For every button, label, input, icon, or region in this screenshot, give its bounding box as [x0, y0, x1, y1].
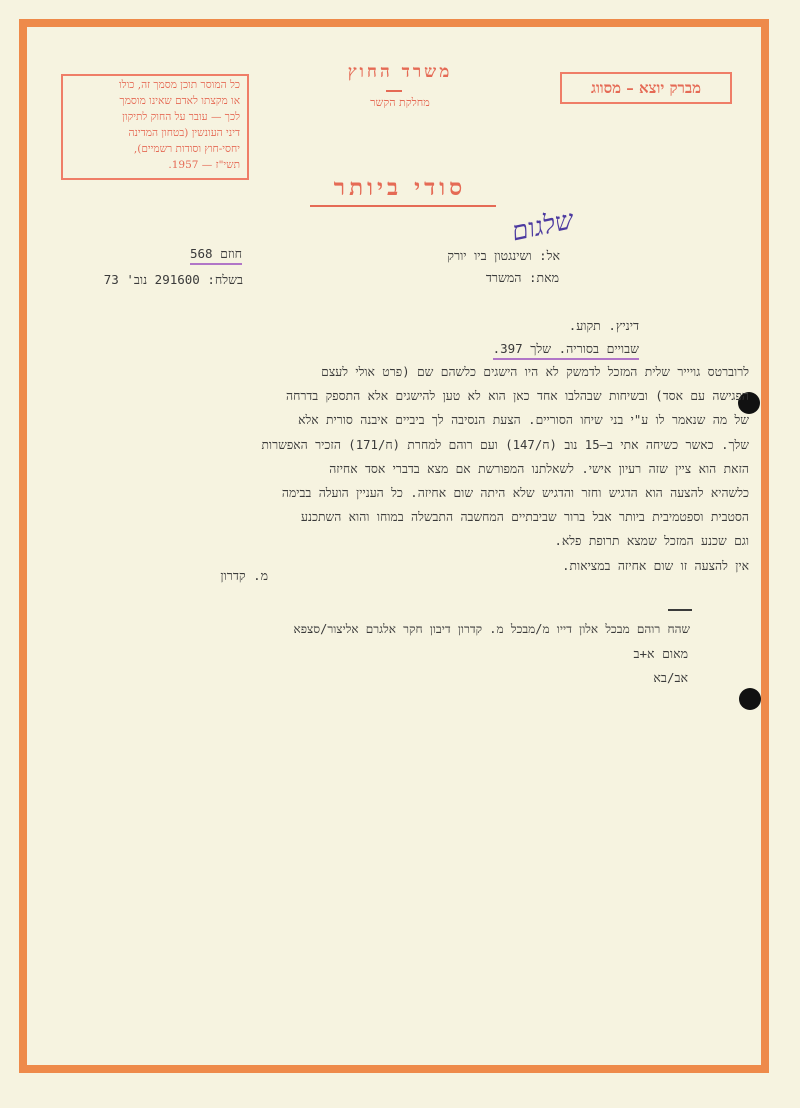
- ministry-title: משרד החוץ: [347, 62, 453, 82]
- typist-initials: אב/בא: [653, 670, 688, 685]
- distribution-divider: [668, 609, 692, 611]
- ministry-divider: [386, 90, 402, 92]
- legal-notice-box: כל המוסר תוכן מסמך זה, כולו או מקצתו לאדם שאינו מוסמך לכך — עובר על החוק לתיקון דיני העונשין (בטחון המדינה יחסי-חוץ וסודות רשמיים), תשי"ז — 1957.: [61, 74, 249, 180]
- addressee-line: דיניץ. תקוע.: [568, 318, 639, 333]
- secrecy-underline: [310, 205, 496, 207]
- subject-line: שבויים בסוריה. שלך 397.: [493, 341, 639, 360]
- sender-line: מאת: המשרד: [485, 270, 559, 285]
- body-line: וגם שכנע המזכל שמצא תרופת פלא.: [554, 534, 749, 549]
- punch-hole-bottom: [739, 688, 761, 710]
- body-line: הזאת הוא ציין שזה רעיון אישי. לשאלתנו המפורשת אם מצא בדברי אסד אחיזה: [329, 461, 749, 476]
- message-body: [64, 360, 749, 578]
- handwritten-annotation: שלגום: [509, 205, 577, 248]
- body-line: אין להצעה זו שום אחיזה במציאות.: [562, 558, 749, 573]
- body-line: הסטבית וספטמיבית ביותר אבל ברור שביבתיים המחשבה התבשלה במוחו והוא השתכנע: [301, 510, 749, 525]
- body-line: כלשהיא להצעה הוא הדגיש וחזר והדגיש שלא היתה שום אחיזה. כל העניין הועלה בבימה: [281, 486, 749, 501]
- classification-box: מברק יוצא – מסווג: [560, 72, 732, 104]
- signature: מ. קדרון: [220, 568, 268, 583]
- recipient-line: אל: ושינגטון ביו יורק: [447, 248, 560, 263]
- department-title: מחלקת הקשר: [370, 96, 430, 109]
- serial-number: חוזם 568: [190, 246, 242, 265]
- secrecy-heading: סודי ביותר: [333, 174, 467, 201]
- body-line: שלך. כאשר כשיחה אתי ב–15 נוב (ח/147) ועם רוהם למחרת (ח/171) הזכיר האפשרות: [261, 437, 749, 452]
- distribution-list: שהח רוהם מבכל אלון דייו מ/מבכל מ. קדרון דיבון חקר אלגרם אליצור/סצפא: [293, 622, 690, 636]
- body-line: הפגישה עם אסד) ובשיחות שבהלבו אחד כאן הוא לא טען להישגים אלא התספק בדרחה: [286, 389, 749, 404]
- distribution-copy: מאום א+ב: [633, 646, 688, 661]
- body-line: לרוברטס גויייר שלית המזכל לדמשק לא היו הישגים כלשהם שם (פרט אולי לעצם: [321, 365, 749, 379]
- body-line: של מה שנאמר לו ע"י בני שיחו הסוריים. הצעת הנסיבה לך ביביים איבנה סורית אלא: [298, 413, 749, 428]
- sent-timestamp: בשלח: 291600 נוב' 73: [103, 272, 243, 287]
